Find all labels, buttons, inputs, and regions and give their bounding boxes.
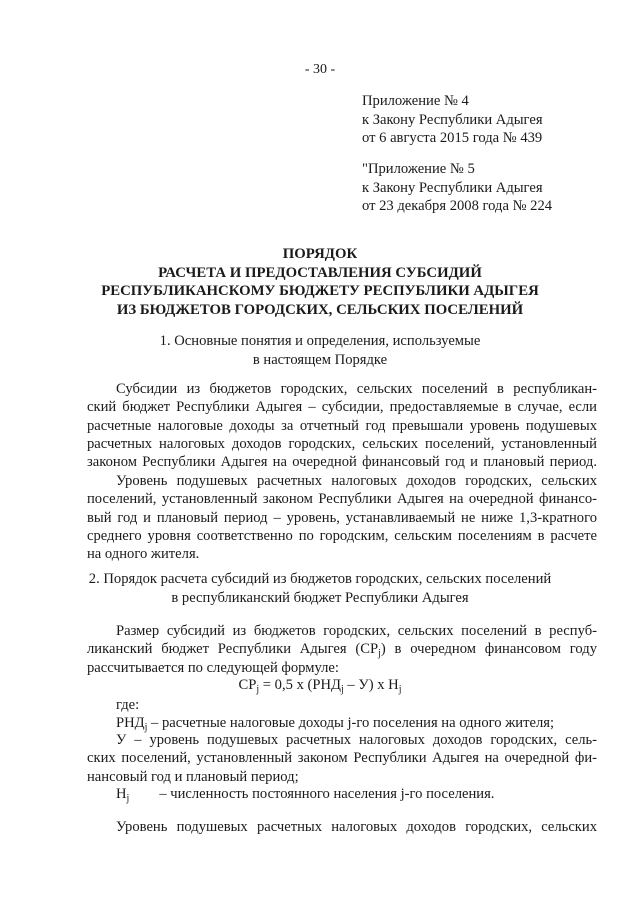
section2-line2: в республиканский бюджет Республики Адыгея: [171, 589, 469, 606]
last-line: Уровень подушевых расчетных налоговых доходов городских, сельских: [116, 819, 597, 835]
title-line3: РЕСПУБЛИКАНСКОМУ БЮДЖЕТУ РЕСПУБЛИКИ АДЫГЕЯ: [101, 283, 539, 299]
def-u-line2: ских поселений, установленный законом Республики Адыгея на очередной фи-: [87, 750, 597, 767]
formula: [0, 676, 640, 694]
appendix-current: [362, 92, 543, 148]
definition-h: [116, 785, 494, 803]
para2-line3: вый год и плановый период – уровень, устанавливаемый не ниже 1,3-кратного: [87, 509, 597, 526]
title-line2: РАСЧЕТА И ПРЕДОСТАВЛЕНИЯ СУБСИДИЙ: [158, 264, 482, 281]
appendix-current-line1: Приложение № 4: [362, 93, 469, 109]
section1-line2: в настоящем Порядке: [252, 351, 388, 368]
formula-rnd: = 0,5 х (РНД: [259, 677, 341, 693]
definition-h-symbol: Н: [116, 786, 127, 802]
para3-line3: рассчитывается по следующей формуле:: [87, 659, 339, 676]
para1-line4: расчетных налоговых доходов городских, сельских поселений, установленный: [87, 435, 597, 452]
formula-h: – У) х Н: [343, 677, 399, 693]
para2-line2: поселений, установленный законом Республики Адыгея на очередной финансо-: [87, 491, 597, 508]
para1-line3: расчетные налоговые доходы за отчетный год превышали уровень подушевых: [87, 417, 597, 434]
title-line4: ИЗ БЮДЖЕТОВ ГОРОДСКИХ, СЕЛЬСКИХ ПОСЕЛЕНИЙ: [116, 301, 524, 318]
def-u-line3: нансовый год и плановый период;: [87, 768, 299, 785]
paragraph-level-definition: [87, 472, 597, 563]
section1-line1: 1. Основные понятия и определения, используемые: [159, 333, 481, 349]
appendix-current-line3: от 6 августа 2015 года № 439: [362, 130, 543, 146]
definition-rnd-sub: j: [144, 722, 148, 733]
definition-h-text: – численность постоянного населения j-го поселения.: [159, 786, 495, 802]
definition-rnd: [116, 714, 554, 732]
para3-line2-b: ) в очередном финансовом году: [380, 641, 597, 658]
para1-line5: законом Республики Адыгея на очередной финансовый год и плановый период.: [87, 454, 597, 471]
formula-sub-1: j: [256, 684, 260, 695]
appendix-prior-line3: от 23 декабря 2008 года № 224: [362, 198, 553, 214]
paragraph-subsidies-definition: [87, 380, 597, 471]
appendix-prior: [362, 160, 552, 216]
section2-line1: 2. Порядок расчета субсидий из бюджетов городских, сельских поселений: [88, 571, 552, 587]
section2-heading: [43, 570, 597, 607]
definition-h-sub: j: [126, 793, 130, 804]
def-u-line1: У – уровень подушевых расчетных налоговых доходов городских, сель-: [116, 732, 597, 748]
formula-sr: СР: [238, 677, 257, 693]
formula-sub-3: j: [398, 684, 402, 695]
title-line1: ПОРЯДОК: [282, 246, 358, 262]
appendix-prior-line1: "Приложение № 5: [362, 161, 475, 177]
page-number: - 30 -: [304, 62, 336, 77]
document-title: [0, 245, 640, 319]
definition-u: [87, 731, 597, 786]
para1-line2: ский бюджет Республики Адыгея – субсидии, предоставляемые в случае, если: [87, 399, 597, 416]
para2-line4: среднего уровня соответственно по городским, сельским поселениям в расчете: [87, 527, 597, 544]
formula-sub-2: j: [341, 684, 344, 695]
para1-line1: Субсидии из бюджетов городских, сельских поселений в республикан-: [116, 381, 597, 397]
where-label: где:: [116, 697, 140, 713]
definition-rnd-text: – расчетные налоговые доходы j-го поселения на одного жителя;: [147, 715, 555, 731]
para3-line2-a: ликанский бюджет Республики Адыгея (СР: [87, 641, 379, 658]
definition-rnd-symbol: РНД: [116, 715, 145, 731]
para3-line1: Размер субсидий из бюджетов городских, сельских поселений в респуб-: [116, 623, 597, 639]
section1-heading: [0, 332, 640, 369]
appendix-prior-line2: к Закону Республики Адыгея: [362, 179, 543, 196]
para3-line2: [87, 640, 597, 658]
paragraph-continuation: [87, 818, 597, 836]
para2-line5: на одного жителя.: [87, 546, 200, 563]
appendix-current-line2: к Закону Республики Адыгея: [362, 111, 543, 128]
para2-line1: Уровень подушевых расчетных налоговых доходов городских, сельских: [116, 473, 597, 489]
paragraph-calculation: [87, 622, 597, 677]
para3-sub-j: j: [378, 648, 381, 660]
